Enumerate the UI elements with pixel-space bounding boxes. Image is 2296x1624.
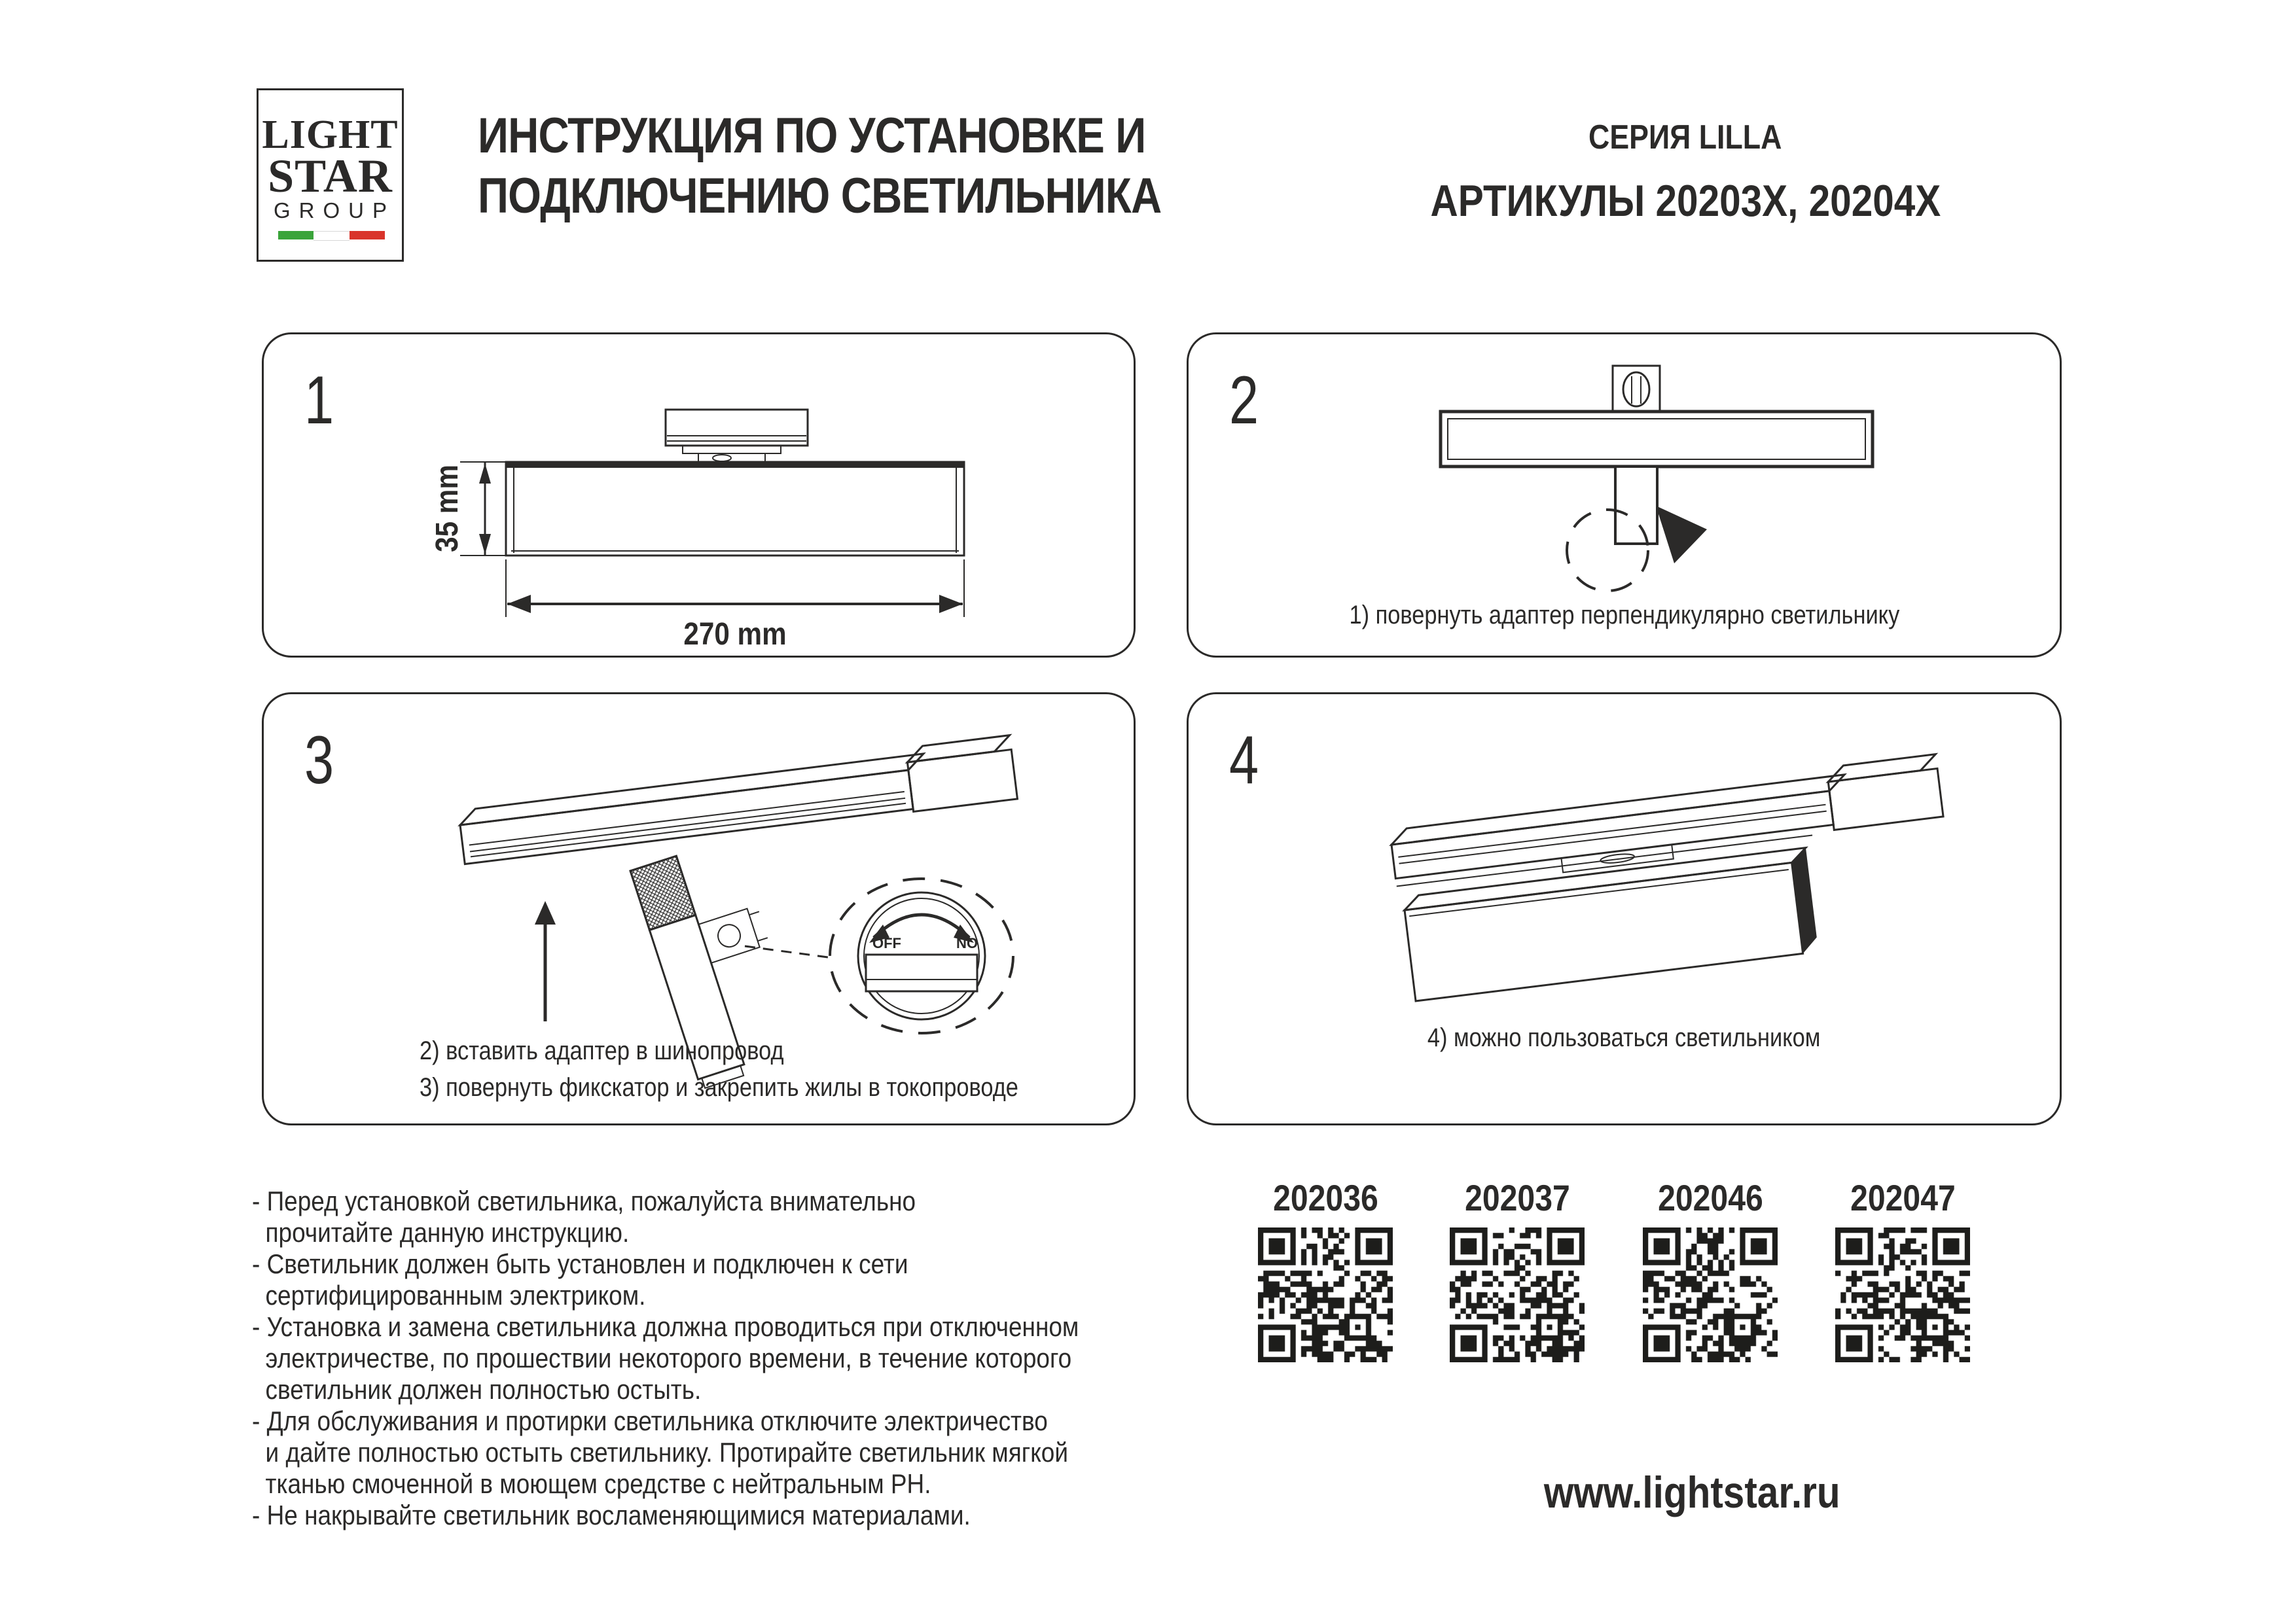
safety-notes <box>252 1186 1104 1531</box>
safety-line: - Не накрывайте светильник восламеняющимися материалами. <box>252 1500 971 1530</box>
fixture-dimensions-drawing <box>264 334 1138 660</box>
logo-light: LIGHT <box>262 113 399 157</box>
title-line-2: ПОДКЛЮЧЕНИЮ СВЕТИЛЬНИКА <box>478 168 1162 224</box>
track-adapter-top <box>666 410 808 462</box>
safety-line: - Светильник должен быть установлен и подключен к сети <box>252 1248 908 1279</box>
dim-270mm-label: 270 mm <box>683 616 787 652</box>
qr-label-202036: 202036 <box>1272 1177 1378 1218</box>
safety-line: и дайте полностью остыть светильнику. Протирайте светильник мягкой <box>252 1437 1069 1468</box>
safety-line: сертифицированным электриком. <box>252 1280 646 1311</box>
logo-group: GROUP <box>273 198 395 222</box>
articles-label: АРТИКУЛЫ 20203X, 20204X <box>1430 176 1941 226</box>
flag-red <box>350 231 385 239</box>
flag-green <box>278 231 314 239</box>
qr-code <box>1835 1227 1970 1362</box>
adapter-top-view <box>1613 366 1660 412</box>
insert-arrow <box>535 901 556 1021</box>
panel-step-4 <box>1187 692 2062 1125</box>
panel-step-3 <box>262 692 1136 1125</box>
fixture-bar <box>506 462 964 556</box>
safety-line: - Для обслуживания и протирки светильника отключите электричество <box>252 1405 1048 1436</box>
panel-2-caption: 1) повернуть адаптер перпендикулярно светильнику <box>1349 601 1899 629</box>
panel-3-caption-2: 3) повернуть фикскатор и закрепить жилы в токопроводе <box>420 1073 1018 1102</box>
dimension-270mm <box>506 559 964 652</box>
fixator-detail <box>830 879 1013 1033</box>
safety-line: - Перед установкой светильника, пожалуйста внимательно <box>252 1186 916 1216</box>
qr-code <box>1643 1227 1778 1362</box>
safety-line: электричестве, по прошествии некоторого времени, в течение которого <box>252 1343 1072 1373</box>
adapter-stem <box>1615 467 1657 544</box>
qr-label-202047: 202047 <box>1850 1177 1956 1218</box>
safety-line: светильник должен полностью остыть. <box>252 1374 702 1405</box>
page-title <box>478 106 1272 226</box>
track-rail <box>457 735 1018 867</box>
panel-4-number: 4 <box>1229 722 1259 798</box>
qr-code <box>1450 1227 1585 1362</box>
assembled-fixture-drawing <box>1189 694 2064 1127</box>
track-rail-assembled <box>1389 754 1945 893</box>
panel-step-1 <box>262 332 1136 658</box>
detail-off-label: OFF <box>872 935 901 951</box>
panel-3-caption-1: 2) вставить адаптер в шинопровод <box>420 1036 784 1065</box>
fixture-bar-top-view <box>1441 412 1873 467</box>
panel-3-number: 3 <box>304 722 334 798</box>
panel-2-number: 2 <box>1229 362 1259 438</box>
logo-star: STAR <box>268 150 393 202</box>
title-line-1: ИНСТРУКЦИЯ ПО УСТАНОВКЕ И <box>478 108 1146 164</box>
series-label: СЕРИЯ LILLA <box>1588 118 1782 156</box>
safety-line: прочитайте данную инструкцию. <box>252 1217 630 1248</box>
panel-1-number: 1 <box>304 362 334 438</box>
qr-code <box>1258 1227 1393 1362</box>
qr-label-202046: 202046 <box>1657 1177 1763 1218</box>
safety-line: - Установка и замена светильника должна проводиться при отключенном <box>252 1311 1079 1342</box>
website-url: www.lightstar.ru <box>1543 1468 1840 1517</box>
dimension-35mm <box>429 462 507 556</box>
italy-flag-stripe <box>278 231 385 239</box>
rotation-arrow <box>1656 506 1707 563</box>
dim-35mm-label: 35 mm <box>429 465 465 552</box>
qr-label-202037: 202037 <box>1464 1177 1570 1218</box>
safety-line: тканью смоченной в моющем средстве с нейтральным PH. <box>252 1468 931 1499</box>
detail-on-label: NO <box>956 935 978 951</box>
panel-4-caption: 4) можно пользоваться светильником <box>1427 1023 1821 1052</box>
panel-step-2 <box>1187 332 2062 658</box>
lightstar-logo <box>257 88 404 262</box>
flag-white <box>314 231 349 241</box>
